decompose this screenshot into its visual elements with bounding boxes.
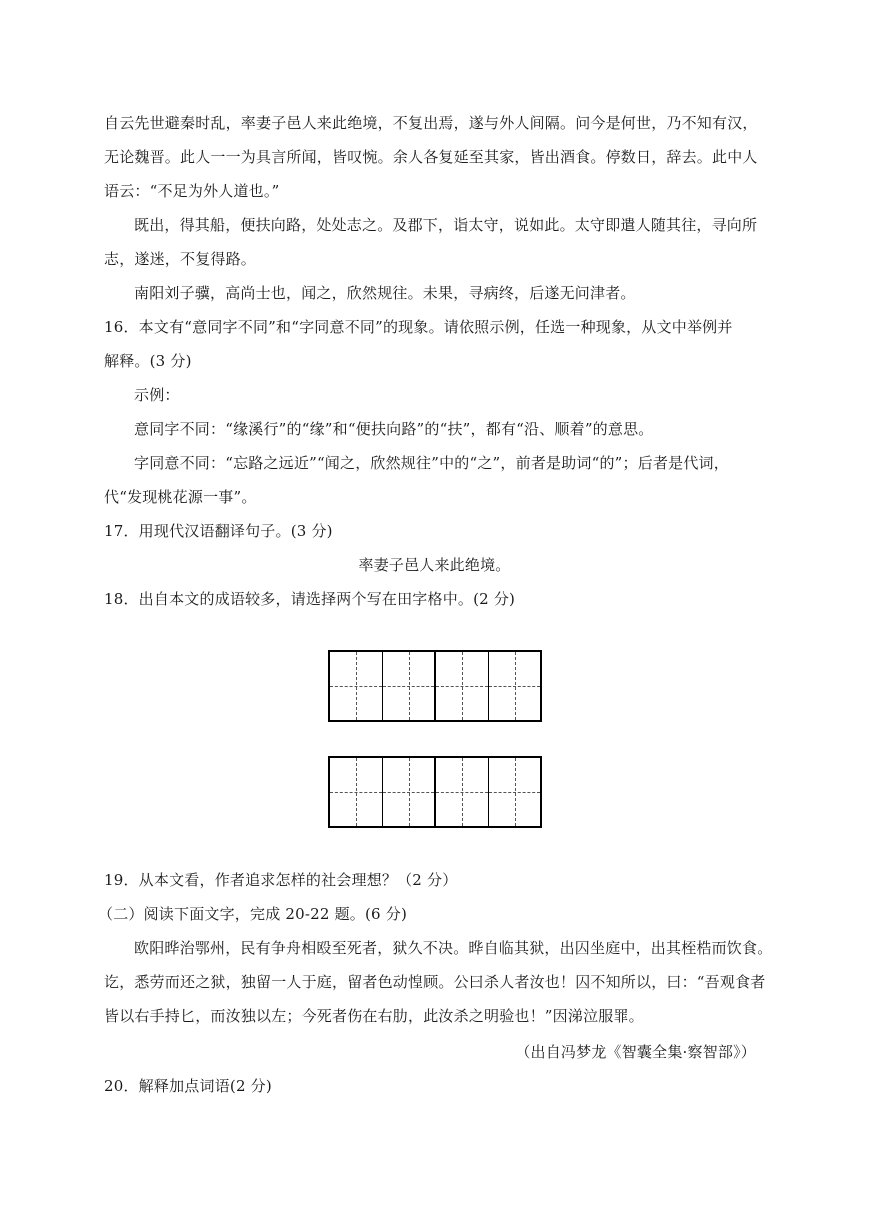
- question-16-example1: 意同字不同：“缘溪行”的“缘”和“便扶向路”的“扶”，都有“沿、顺着”的意思。: [134, 420, 654, 438]
- question-18: 18．出自本文的成语较多，请选择两个写在田字格中。(2 分): [104, 590, 516, 608]
- section-2-heading: （二）阅读下面文字，完成 20-22 题。(6 分): [98, 905, 407, 923]
- question-16-example2-line2: 代“发现桃花源一事”。: [104, 488, 257, 506]
- passage-p3-line1: 南阳刘子骥，高尚士也，闻之，欣然规往。未果，寻病终，后遂无问津者。: [134, 284, 636, 302]
- tianzige-cell[interactable]: [382, 652, 434, 720]
- tianzige-group[interactable]: [436, 756, 542, 828]
- section-2-line1: 欧阳晔治鄂州，民有争舟相殴至死者，狱久不决。晔自临其狱，出囚坐庭中，出其桎梏而饮食。: [134, 939, 773, 957]
- tianzige-cell[interactable]: [488, 758, 540, 826]
- tianzige-cell[interactable]: [436, 652, 488, 720]
- tianzige-cell[interactable]: [382, 758, 434, 826]
- tianzige-group[interactable]: [328, 756, 436, 828]
- question-17-sentence: 率妻子邑人来此绝境。: [358, 556, 511, 574]
- tianzige-cell[interactable]: [488, 652, 540, 720]
- tianzige-cell[interactable]: [330, 758, 382, 826]
- question-17: 17．用现代汉语翻译句子。(3 分): [104, 522, 333, 540]
- question-16-line2: 解释。(3 分): [104, 352, 192, 370]
- question-20: 20．解释加点词语(2 分): [104, 1077, 272, 1095]
- section-2-line3: 皆以右手持匕，而汝独以左；今死者伤在右肋，此汝杀之明验也！”因涕泣服罪。: [104, 1007, 644, 1025]
- tianzige-row-1[interactable]: [328, 650, 542, 722]
- section-2-source: （出自冯梦龙《智囊全集·察智部》）: [515, 1043, 756, 1061]
- question-16-example2-line1: 字同意不同：“忘路之远近”“闻之，欣然规往”中的“之”，前者是助词“的”；后者是代词，: [134, 454, 729, 472]
- tianzige-group[interactable]: [328, 650, 436, 722]
- section-2-line2: 讫，悉劳而还之狱，独留一人于庭，留者色动惶顾。公曰杀人者汝也！囚不知所以，曰：“吾观食者: [104, 973, 766, 991]
- tianzige-cell[interactable]: [330, 652, 382, 720]
- question-16-line1: 16．本文有“意同字不同”和“字同意不同”的现象。请依照示例，任选一种现象，从文中举例并: [104, 318, 733, 336]
- question-16-example-label: 示例：: [134, 386, 180, 404]
- passage-p1-line3: 语云：“不足为外人道也。”: [104, 182, 280, 200]
- passage-p1-line2: 无论魏晋。此人一一为具言所闻，皆叹惋。余人各复延至其家，皆出酒食。停数日，辞去。此中人: [104, 148, 758, 166]
- passage-p2-line2: 志，遂迷，不复得路。: [104, 250, 257, 268]
- passage-p1-line1: 自云先世避秦时乱，率妻子邑人来此绝境，不复出焉，遂与外人间隔。问今是何世，乃不知有汉，: [104, 114, 758, 132]
- tianzige-row-2[interactable]: [328, 756, 542, 828]
- question-19: 19．从本文看，作者追求怎样的社会理想？（2 分）: [104, 871, 458, 889]
- tianzige-group[interactable]: [436, 650, 542, 722]
- tianzige-cell[interactable]: [436, 758, 488, 826]
- passage-p2-line1: 既出，得其船，便扶向路，处处志之。及郡下，诣太守，说如此。太守即遣人随其往，寻向所: [134, 216, 758, 234]
